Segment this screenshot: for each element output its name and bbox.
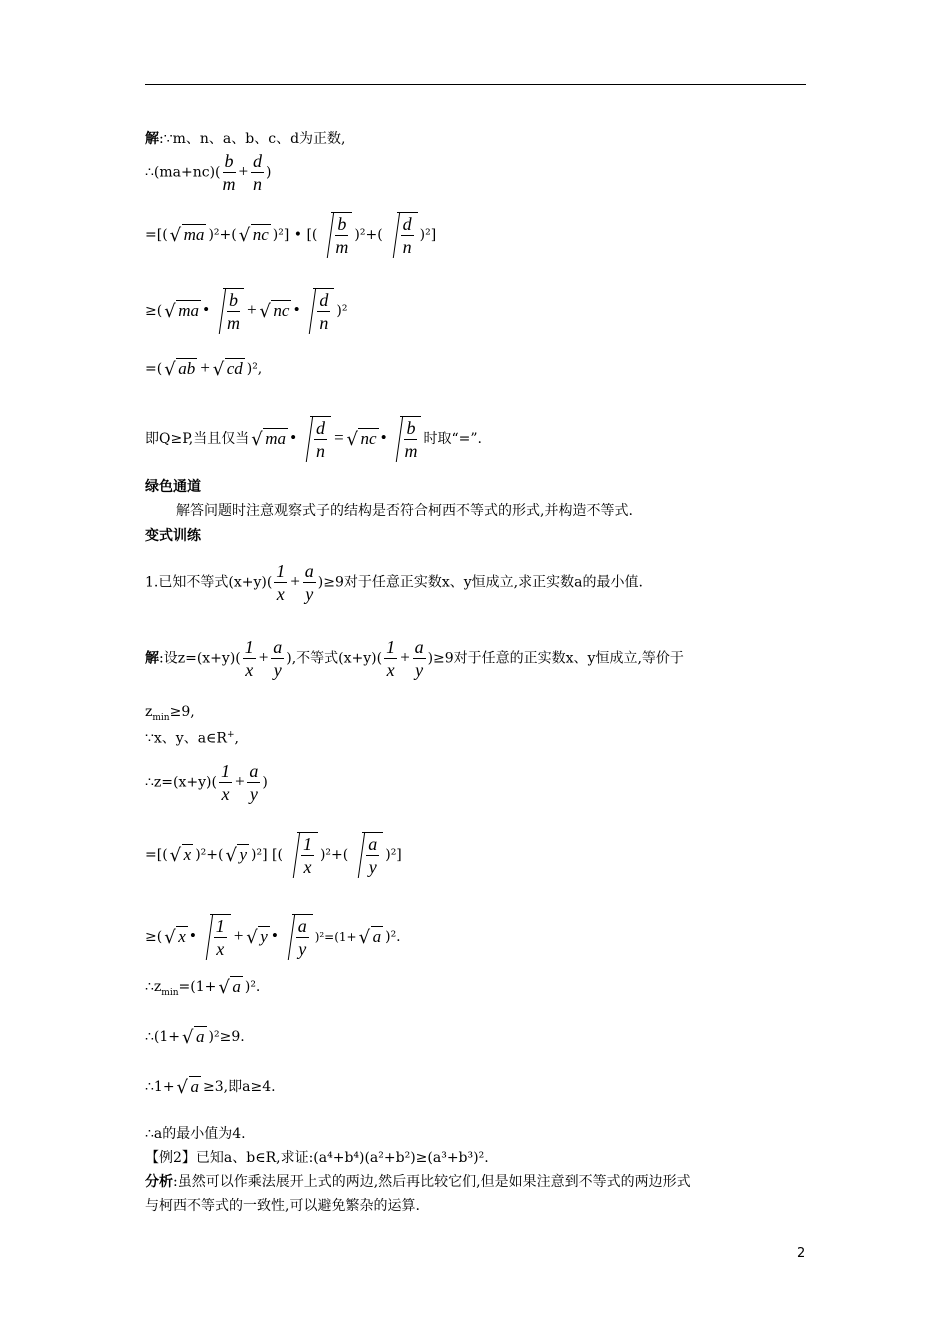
expr-suffix: ) [266,164,272,181]
expr-suffix: )≥9对于任意正实数x、y恒成立,求正实数a的最小值. [317,574,643,591]
sqrt-b-over-m: $\frac{b}{m}$ [319,212,352,258]
fraction-a-y: $\frac{a}{y}$ [273,637,283,680]
inequality-9-line [145,1026,245,1048]
expr-prefix: ∴1+ [145,1079,175,1095]
z-expression-line [145,760,268,805]
fraction-b-m: $\frac{b}{m}$ [222,151,236,194]
sqrt-nc: √ nc [259,300,291,322]
fraction-1-x: $\frac{1}{x}$ [220,761,230,804]
fraction-1-x: $\frac{1}{x}$ [276,561,286,604]
question-1 [145,560,643,605]
expression-line-2 [145,150,271,195]
sqrt-a-over-y: $\frac{a}{y}$ [280,914,313,960]
analysis-label: 分析 [145,1174,173,1190]
sqrt-d-over-n: $\frac{d}{n}$ [301,288,334,334]
dot-operator: • [293,300,300,319]
zmin-value-line [145,976,260,1003]
analysis-line-2: 与柯西不等式的一致性,可以避免繁杂的运算. [145,1198,420,1214]
expr-prefix: ∴z=(x+y)( [145,774,217,791]
sqrt-a: √ a [177,1076,202,1098]
plus-sign: + [199,358,211,377]
expr-prefix: 即Q≥P,当且仅当 [145,431,250,447]
expr-suffix: )²] [419,227,437,243]
fraction-a-y: $\frac{a}{y}$ [304,561,314,604]
expr-text: )²] [( [251,847,283,863]
expression-line-4 [145,288,348,334]
expression-line-3 [145,212,436,258]
sqrt-y: √ y [225,844,249,866]
page-number: 2 [797,1246,806,1261]
expr-prefix: =[( [145,227,168,243]
fraction-a-y: $\frac{a}{y}$ [249,761,259,804]
zmin-line [145,702,195,728]
expr-prefix: ≥( [145,303,163,319]
sqrt-d-over-n: $\frac{d}{n}$ [385,212,418,258]
expr-suffix: )². [244,979,261,995]
header-rule [145,84,806,85]
expr-text: ),不等式(x+y)( [286,650,383,667]
variant-training-heading: 变式训练 [145,528,201,544]
expr-prefix: =[( [145,847,168,863]
sqrt-ab: √ ab [164,358,197,380]
sqrt-nc: √ nc [346,428,378,450]
sqrt-y: √ y [246,926,270,948]
fraction-1-x: $\frac{1}{x}$ [386,637,396,680]
dot-operator: • [271,926,278,945]
expr-suffix: )², [246,361,263,377]
dot-operator: • [189,926,196,945]
sqrt-a: √ a [359,926,384,948]
cauchy-expansion-line [145,832,402,878]
solution-label: 解 [145,650,159,667]
sqrt-1-over-x: $\frac{1}{x}$ [285,832,318,878]
superscript: + [226,730,235,740]
expr-suffix: 时取“=”. [423,431,482,447]
expr-suffix: )²≥9. [208,1029,245,1045]
fraction-d-n: $\frac{d}{n}$ [253,151,262,194]
sqrt-x: √ x [164,926,188,948]
expr-text: )²+( [208,227,237,243]
expr-prefix: ∴z [145,979,162,995]
sqrt-cd: √ cd [213,358,245,380]
cauchy-inequality-line [145,914,401,960]
solution-text: :∵m、n、a、b、c、d为正数, [159,131,346,147]
plus-sign: + [245,300,258,319]
sqrt-ma: √ ma [251,428,288,450]
dot-operator: • [202,300,209,319]
green-channel-text: 解答问题时注意观察式子的结构是否符合柯西不等式的形式,并构造不等式. [176,503,633,519]
expr-text: )²+( [195,847,224,863]
analysis-line-1 [145,1172,691,1192]
sqrt-nc: √ nc [239,224,271,246]
positive-reals-line [145,725,239,749]
expression-line-5 [145,358,262,380]
sqrt-a: √ a [182,1026,207,1048]
expr-text: )²=(1+ [314,930,357,944]
expr-prefix: ≥( [145,929,163,945]
expr-text: ∵x、y、a∈R [145,730,227,747]
expr-text: )≥9对于任意的正实数x、y恒成立,等价于 [427,650,684,667]
expr-text: )²+( [354,227,383,243]
solution-label: 解 [145,131,159,147]
solution-2-line-1 [145,636,684,681]
expr-text: ≥9, [169,704,195,720]
expr-suffix: )²] [385,847,402,863]
sqrt-b-over-m: $\frac{b}{m}$ [388,416,421,462]
plus-sign: + [257,647,270,667]
plus-sign: + [399,647,411,667]
plus-sign: + [289,571,301,591]
solution-line-1 [145,129,345,149]
dot-operator: • [380,428,387,447]
sqrt-x: √ x [170,844,194,866]
expr-text: , [234,730,239,747]
fraction-1-x: $\frac{1}{x}$ [244,637,254,680]
subscript: min [161,987,179,998]
expr-suffix: )² [336,303,348,319]
plus-sign: + [232,926,245,945]
sqrt-1-over-x: $\frac{1}{x}$ [198,914,231,960]
expr-text: )²+( [319,847,349,863]
expr-suffix: ) [262,774,268,791]
expr-text: :设z=(x+y)( [159,650,241,667]
sqrt-ma: √ ma [170,224,207,246]
sqrt-ma: √ ma [164,300,201,322]
plus-sign: + [237,161,249,181]
expr-suffix: ≥3,即a≥4. [203,1079,276,1095]
expr-text: =(1+ [178,979,217,995]
subscript: min [152,712,170,723]
expr-prefix: =( [145,361,163,377]
sqrt-a: √ a [218,976,243,998]
sqrt-d-over-n: $\frac{d}{n}$ [298,416,331,462]
equals-sign: = [332,428,345,447]
inequality-3-line [145,1076,276,1098]
sqrt-a-over-y: $\frac{a}{y}$ [350,832,383,878]
expr-prefix: ∴(1+ [145,1029,181,1045]
expr-text: z [145,704,153,720]
expr-prefix: 1.已知不等式(x+y)( [145,574,273,591]
equality-condition-line [145,416,482,462]
green-channel-heading: 绿色通道 [145,479,201,495]
fraction-a-y: $\frac{a}{y}$ [414,637,424,680]
minimum-conclusion: ∴a的最小值为4. [145,1126,246,1142]
expr-suffix: )². [385,929,401,945]
expr-text: )²] • [( [272,227,318,243]
analysis-text: :虽然可以作乘法展开上式的两边,然后再比较它们,但是如果注意到不等式的两边形式 [173,1174,691,1190]
example-2: 【例2】已知a、b∈R,求证:(a⁴+b⁴)(a²+b²)≥(a³+b³)². [145,1150,489,1166]
expr-prefix: ∴(ma+nc)( [145,164,221,181]
sqrt-b-over-m: $\frac{b}{m}$ [211,288,244,334]
plus-sign: + [233,771,246,791]
dot-operator: • [290,428,296,447]
